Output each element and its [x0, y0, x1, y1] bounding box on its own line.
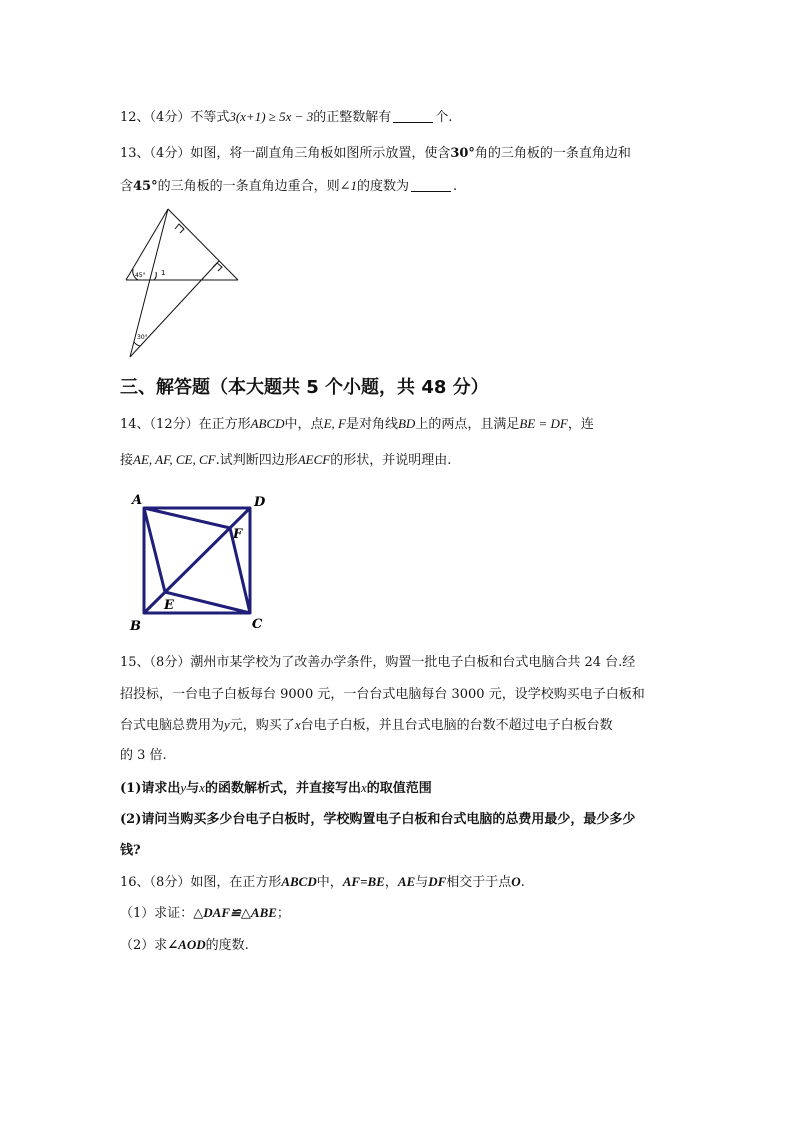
q13-text-e: 的度数为: [357, 179, 410, 194]
triangles-figure: [118, 205, 248, 360]
q13-text-d: 的三角板的一条直角边重合，则: [157, 179, 340, 194]
q15-p1-x: x: [199, 780, 205, 795]
q14-segments: AE, AF, CE, CF: [133, 452, 216, 467]
label-d: D: [254, 495, 266, 510]
q16-p1-text-a: （1）求证：: [120, 906, 194, 921]
q14-text-f: 接: [120, 453, 134, 468]
right-angle-mark-right: [213, 263, 222, 271]
diagonal-bd: [144, 508, 250, 613]
label-c: C: [252, 617, 263, 632]
q15-p1-y: y: [180, 780, 187, 795]
q14-square: ABCD: [250, 416, 285, 431]
q15-text-b: 元，购买了: [229, 718, 295, 733]
q15-text-a: 台式电脑总费用为: [120, 718, 225, 733]
q13-answer-blank: [411, 177, 451, 192]
q16-text-e: 相交于于点: [446, 875, 512, 890]
square-figure: [124, 488, 274, 636]
section-title: 三、解答题（本大题共 5 个小题，共 48 分）: [120, 377, 489, 398]
label-a: A: [132, 493, 143, 508]
q13-end: .: [453, 179, 458, 194]
angle1-label: 1: [161, 269, 166, 277]
q16-text-b: 中，: [316, 875, 343, 890]
question-15-line4: 的 3 倍.: [120, 748, 167, 763]
q13-45deg: 45°: [133, 179, 158, 194]
question-15-part1: [120, 778, 432, 799]
q13-text-a: 13、（4分）如图，将一副直角三角板如图所示放置，使含: [120, 146, 451, 161]
segment-ae: [144, 508, 165, 592]
q16-square: ABCD: [281, 874, 317, 889]
q14-text-h: 的形状，并说明理由.: [330, 453, 452, 468]
angle30-label: 30°: [137, 334, 148, 341]
q15-p1-text-d: 的取值范围: [366, 781, 432, 796]
segment-ce: [165, 592, 250, 613]
q16-condition: AF=BE: [342, 874, 385, 889]
q14-text-c: 是对角线: [345, 417, 398, 432]
q14-text-g: .试判断四边形: [215, 453, 298, 468]
question-12: [120, 107, 452, 128]
question-15-line3: [120, 715, 613, 736]
right-angle-mark-top: [175, 224, 184, 233]
question-15-part2-line2: 钱?: [120, 843, 141, 858]
question-16-part1: [120, 903, 290, 924]
q14-text-e: ，连: [567, 417, 594, 432]
q15-text-c: 台电子白板，并且台式电脑的台数不超过电子白板台数: [300, 718, 613, 733]
question-15-line2: 招投标，一台电子白板每台 9000 元，一台台式电脑每台 3000 元，设学校购买电子白板和: [120, 687, 645, 702]
q16-ae: AE: [397, 874, 416, 889]
q16-p2-text-a: （2）求: [120, 938, 168, 953]
q14-condition: BE = DF: [519, 416, 568, 431]
q13-30deg: 30°: [450, 146, 475, 161]
q13-text-b: 角的三角板的一条直角边和: [474, 146, 631, 161]
q15-p1-x2: x: [360, 780, 367, 795]
q16-p1-congruence: △DAF≌△ABE: [193, 905, 277, 920]
q16-text-a: 16、（8分）如图，在正方形: [120, 875, 282, 890]
q16-df: DF: [428, 874, 447, 889]
q16-p2-angle: ∠AOD: [167, 937, 206, 952]
q12-inequality: 3(x+1) ≥ 5x − 3: [229, 109, 314, 124]
angle30-arc: [134, 342, 140, 346]
question-13-line1: [120, 144, 631, 164]
angle45-label: 45°: [135, 272, 146, 279]
label-b: B: [130, 619, 141, 634]
q13-angle1: ∠1: [339, 178, 358, 193]
q14-text-a: 14、（12分）在正方形: [120, 417, 251, 432]
q14-text-b: 中，点: [284, 417, 324, 432]
question-16-part2: [120, 935, 249, 956]
q16-p2-text-b: 的度数.: [205, 938, 249, 953]
segment-af: [144, 508, 230, 528]
q15-x: x: [294, 717, 301, 732]
label-f: F: [233, 527, 243, 542]
q16-text-f: .: [520, 875, 525, 890]
label-e: E: [164, 598, 174, 613]
q14-diagonal: BD: [397, 416, 416, 431]
q12-tail: 个.: [435, 110, 453, 125]
q13-text-c: 含: [120, 179, 134, 194]
question-13-line2: [120, 176, 457, 197]
q14-text-d: 上的两点，且满足: [415, 417, 520, 432]
angle1-arc: [154, 272, 156, 280]
q12-suffix: 的正整数解有: [313, 110, 392, 125]
q15-y: y: [224, 717, 230, 732]
q16-p1-text-b: ；: [276, 906, 290, 921]
question-14-line2: [120, 450, 451, 471]
q16-o: O: [511, 874, 521, 889]
q14-points: E, F: [323, 416, 346, 431]
q14-quad: AECF: [297, 452, 331, 467]
q15-p1-text-c: 的函数解析式，并直接写出: [204, 781, 361, 796]
q15-p1-text-a: (1)请求出: [120, 781, 181, 796]
q12-prefix: 12、（4分）不等式: [120, 110, 230, 125]
triangle45-right-side: [168, 209, 238, 280]
question-15-part2-line1: (2)请问当购买多少台电子白板时，学校购置电子白板和台式电脑的总费用最少，最少多少: [120, 812, 636, 827]
question-16-line1: [120, 872, 525, 893]
question-14-line1: [120, 414, 594, 435]
q16-text-d: 与: [415, 875, 429, 890]
q15-p1-text-b: 与: [186, 781, 200, 796]
question-15-line1: 15、（8分）潮州市某学校为了改善办学条件，购置一批电子白板和台式电脑合共 24 台.经: [120, 655, 636, 670]
q16-text-c: ，: [384, 875, 398, 890]
q12-answer-blank: [393, 108, 433, 123]
triangle30-long-side: [130, 209, 168, 357]
